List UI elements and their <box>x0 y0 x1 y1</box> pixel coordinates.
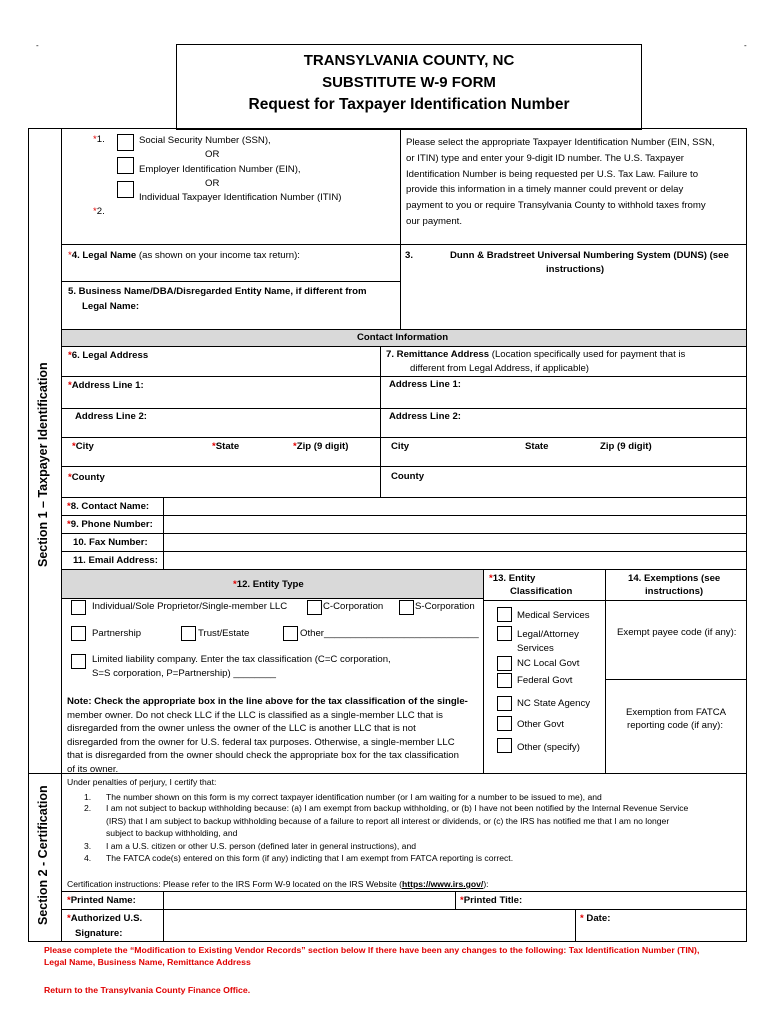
or-label-2: OR <box>205 178 220 189</box>
business-name-label-2: Legal Name: <box>82 301 140 312</box>
scorp-label: S-Corporation <box>415 601 475 612</box>
scorp-checkbox[interactable] <box>399 600 414 615</box>
remit-zip-label: Zip (9 digit) <box>600 441 652 452</box>
other-label: Other_____________________________ <box>300 628 479 639</box>
or-label-1: OR <box>205 149 220 160</box>
llc-label-2: S=S corporation, P=Partnership) ________ <box>92 668 277 679</box>
duns-label-line1: Dunn & Bradstreet Universal Numbering System (DUNS) (see <box>450 250 729 261</box>
legal-name-label: *4. Legal Name (as shown on your income tax return): <box>68 250 300 261</box>
remit-address-title-2: different from Legal Address, if applicable) <box>410 363 590 374</box>
federal-checkbox[interactable] <box>497 673 512 688</box>
phone-number-label: *9. Phone Number: <box>67 519 153 530</box>
cert-item-1: The number shown on this form is my correct taxpayer identification number (or I am waiting for a number to be issued to me), and <box>106 792 602 802</box>
legal-address-title: *6. Legal Address <box>68 350 149 361</box>
cert-item-2a: I am not subject to backup withholding because: (a) I am exempt from backup withholding, or (b) I have not been notified by the Internal Revenue Service <box>106 803 689 813</box>
id-instructions: Please select the appropriate Taxpayer Identification Number (EIN, SSN, or ITIN) type and enter your 9-digit ID number. The U.S. Taxpayer Identification Number is being requested per U.S. Tax Law. Failure to provide this information in a timely manner could prevent or delay payment to you or require Transylvania County to withhold taxes fromy our payment. <box>406 137 715 227</box>
cert-instructions: Certification instructions: Please refer to the IRS Form W-9 located on the IRS Website (https://www.irs.gov/): <box>67 879 489 889</box>
remit-city-label: City <box>391 441 410 452</box>
cert-item-3: I am a U.S. citizen or other U.S. person (defined later in general instructions), and <box>106 841 417 851</box>
corner-mark-right: - <box>744 41 747 50</box>
cert-item-4: The FATCA code(s) entered on this form (if any) indicting that I am exempt from FATCA reporting is correct. <box>106 853 514 863</box>
exemptions-title-2: instructions) <box>645 586 704 597</box>
footer-note-1: Please complete the “Modification to Existing Vendor Records” section below If there have been any changes to the following: Tax Identification Number (TIN), <box>44 945 700 955</box>
contact-info-header: Contact Information <box>357 332 449 343</box>
legal-attorney-label-2: Services <box>517 643 554 654</box>
nc-local-checkbox[interactable] <box>497 656 512 671</box>
remit-state-label: State <box>525 441 549 452</box>
ssn-checkbox[interactable] <box>117 134 134 151</box>
cert-num-4: 4. <box>84 853 92 863</box>
remit-county-label: County <box>391 471 425 482</box>
section2-label: Section 2 - Certification <box>36 785 50 925</box>
other-govt-label: Other Govt <box>517 719 564 730</box>
entity-type-title: *12. Entity Type <box>233 579 304 590</box>
id-item-2: *2. <box>93 206 105 217</box>
remit-address-line1: Address Line 1: <box>389 379 461 390</box>
cert-intro: Under penalties of perjury, I certify that: <box>67 777 217 787</box>
legal-address-line1: *Address Line 1: <box>68 380 144 391</box>
other-specify-checkbox[interactable] <box>497 738 512 753</box>
nc-state-label: NC State Agency <box>517 698 591 709</box>
printed-name-label: *Printed Name: <box>67 895 136 906</box>
ssn-label: Social Security Number (SSN), <box>139 135 271 146</box>
cert-item-2b: (IRS) that I am subject to backup withholding because of a failure to report all interest or dividends, or (c) the IRS has notified me that I am no longer <box>106 816 670 826</box>
authorized-signature-label-2: Signature: <box>75 928 123 939</box>
ccorp-label: C-Corporation <box>323 601 384 612</box>
duns-label-line2: instructions) <box>546 264 605 275</box>
trust-label: Trust/Estate <box>198 628 250 639</box>
itin-label: Individual Taxpayer Identification Number (ITIN) <box>139 192 342 203</box>
fatca-label-2: reporting code (if any): <box>627 720 723 731</box>
footer-return-note: Return to the Transylvania County Finance Office. <box>44 985 251 995</box>
other-checkbox[interactable] <box>283 626 298 641</box>
entity-class-title: *13. Entity <box>489 573 536 584</box>
other-specify-label: Other (specify) <box>517 742 580 753</box>
corner-mark-left: - <box>36 41 39 50</box>
llc-label: Limited liability company. Enter the tax classification (C=C corporation, <box>92 654 391 665</box>
email-address-label: 11. Email Address: <box>73 555 158 566</box>
entity-note: Note: Check the appropriate box in the line above for the tax classification of the single- member owner. Do not check LLC if the LLC is classified as a single-member LLC that is disregarded from the owner unless the owner of the LLC is another LLC that is not disregarded from the owner for U.S. federal tax purposes. Otherwise, a single-member LLC that is disregarded from the owner should check the appropriate box for the tax classification of its owner. <box>67 696 468 775</box>
date-label: * Date: <box>580 913 611 924</box>
nc-state-checkbox[interactable] <box>497 696 512 711</box>
authorized-signature-label: *Authorized U.S. <box>67 913 143 924</box>
exemptions-title: 14. Exemptions (see <box>628 573 721 584</box>
fatca-label: Exemption from FATCA <box>626 707 727 718</box>
exempt-payee-label: Exempt payee code (if any): <box>617 627 737 638</box>
entity-class-title-2: Classification <box>510 586 573 597</box>
section1-label: Section 1 – Taxpayer Identification <box>36 362 50 567</box>
cert-num-3: 3. <box>84 841 92 851</box>
contact-name-label: *8. Contact Name: <box>67 501 150 512</box>
cert-item-2c: subject to backup withholding, and <box>106 828 238 838</box>
legal-zip-label: *Zip (9 digit) <box>293 441 349 452</box>
medical-label: Medical Services <box>517 610 590 621</box>
id-item-1: *1. <box>93 134 105 145</box>
llc-checkbox[interactable] <box>71 654 86 669</box>
legal-county-label: *County <box>68 472 105 483</box>
individual-checkbox[interactable] <box>71 600 86 615</box>
ein-checkbox[interactable] <box>117 157 134 174</box>
form-title-county: TRANSYLVANIA COUNTY, NC <box>303 52 515 69</box>
business-name-label: 5. Business Name/DBA/Disregarded Entity Name, if different from <box>68 286 367 297</box>
partnership-label: Partnership <box>92 628 142 639</box>
irs-link[interactable]: https://www.irs.gov/ <box>401 879 484 889</box>
medical-checkbox[interactable] <box>497 607 512 622</box>
remit-address-title: 7. Remittance Address (Location specifically used for payment that is <box>386 349 686 360</box>
remit-address-line2: Address Line 2: <box>389 411 461 422</box>
ein-label: Employer Identification Number (EIN), <box>139 164 301 175</box>
form-title-w9: SUBSTITUTE W-9 FORM <box>322 74 496 91</box>
nc-local-label: NC Local Govt <box>517 658 580 669</box>
legal-attorney-checkbox[interactable] <box>497 626 512 641</box>
duns-number: 3. <box>405 250 414 261</box>
federal-label: Federal Govt <box>517 675 573 686</box>
other-govt-checkbox[interactable] <box>497 716 512 731</box>
individual-label: Individual/Sole Proprietor/Single-member LLC <box>92 601 288 612</box>
footer-note-2: Legal Name, Business Name, Remittance Address <box>44 957 251 967</box>
form-title-request: Request for Taxpayer Identification Number <box>248 96 570 113</box>
printed-title-label: *Printed Title: <box>460 895 523 906</box>
fax-number-label: 10. Fax Number: <box>73 537 148 548</box>
legal-attorney-label: Legal/Attorney <box>517 629 579 640</box>
legal-city-label: *City <box>72 441 94 452</box>
cert-num-1: 1. <box>84 792 92 802</box>
cert-num-2: 2. <box>84 803 92 813</box>
form-title-box <box>176 44 642 130</box>
legal-address-line2: Address Line 2: <box>75 411 147 422</box>
itin-checkbox[interactable] <box>117 181 134 198</box>
partnership-checkbox[interactable] <box>71 626 86 641</box>
trust-checkbox[interactable] <box>181 626 196 641</box>
legal-state-label: *State <box>212 441 240 452</box>
ccorp-checkbox[interactable] <box>307 600 322 615</box>
